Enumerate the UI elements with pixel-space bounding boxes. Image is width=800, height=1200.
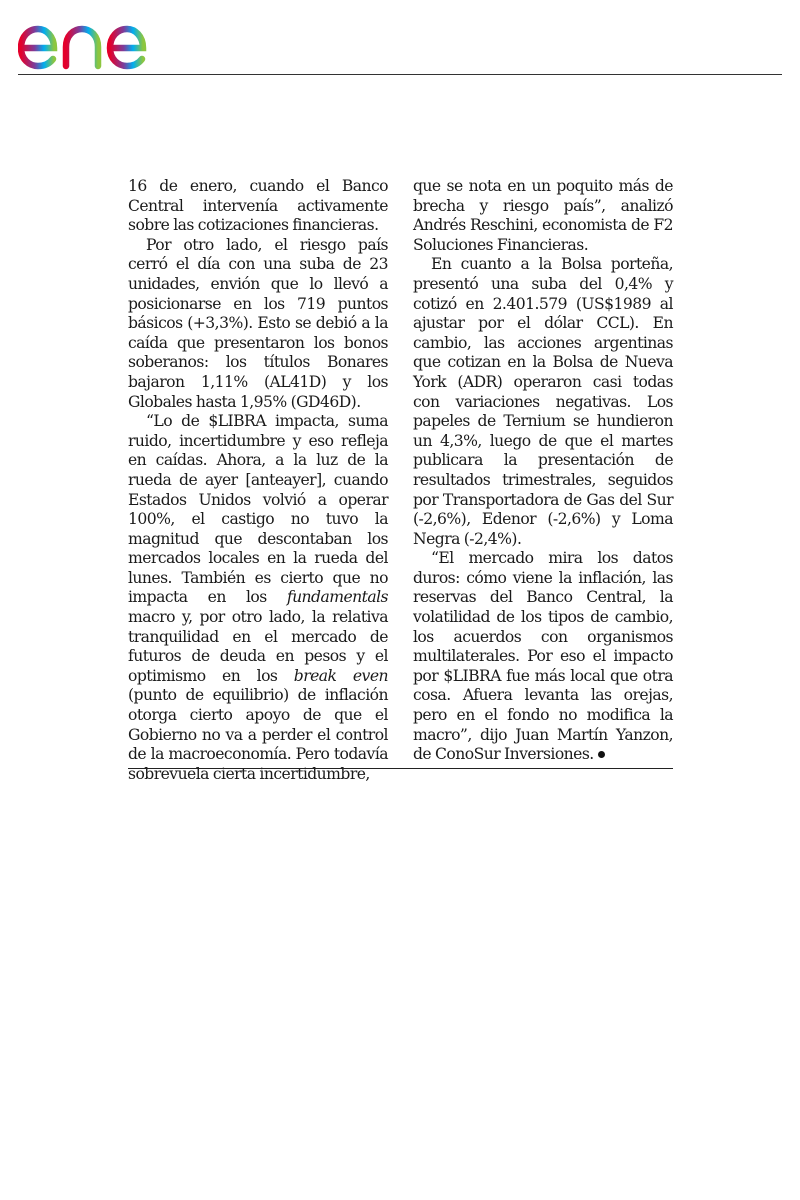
right-column (413, 177, 673, 784)
text-run: “El mercado mira los datos duros: cómo viene la inflación, las reservas del Banco Central, la volatilidad de los tipos de cambio, los acuerdos con organismos multilaterales. Por eso el impacto por $LIBRA fue más local que otra cosa. Afuera levanta las orejas, pero en el fondo no modifica la macro”, dijo Juan Martín Yanzon, de ConoSur Inversiones. (413, 549, 673, 764)
italic-term: fundamentals (286, 588, 388, 607)
header-divider (18, 74, 782, 75)
text-run: macro y, por otro lado, la relativa tranquilidad en el mercado de futuros de deuda en pesos y el optimismo en los (128, 608, 388, 685)
text-run: “Lo de $LIBRA impacta, suma ruido, incertidumbre y eso refleja en caídas. Ahora, a la luz de la rueda de ayer [anteayer], cuando Estados Unidos volvió a operar 100%, el castigo no tuvo la magnitud que descontaban los mercados locales en la rueda del lunes. También es cierto que no impacta en los (128, 412, 388, 607)
paragraph: que se nota en un poquito más de brecha y riesgo país”, analizó Andrés Reschini, economista de F2 Soluciones Financieras. (413, 177, 673, 254)
page-header (18, 8, 782, 75)
article-body (128, 177, 673, 784)
paragraph: 16 de enero, cuando el Banco Central intervenía activamente sobre las cotizaciones financieras. (128, 177, 388, 235)
left-column (128, 177, 388, 784)
end-mark-icon (598, 751, 605, 758)
paragraph (413, 549, 673, 765)
enel-logo (18, 10, 178, 72)
paragraph (128, 412, 388, 784)
article-bottom-divider (128, 768, 673, 769)
italic-term: break even (293, 666, 388, 685)
paragraph: En cuanto a la Bolsa porteña, presentó una suba del 0,4% y cotizó en 2.401.579 (US$1989 al ajustar por el dólar CCL). En cambio, las acciones argentinas que cotizan en la Bolsa de Nueva York (ADR) operaron casi todas con variaciones negativas. Los papeles de Ternium se hundieron un 4,3%, luego de que el martes publicara la presentación de resultados trimestrales, seguidos por Transportadora de Gas del Sur (-2,6%), Edenor (-2,6%) y Loma Negra (-2,4%). (413, 255, 673, 548)
text-run: (punto de equilibrio) de inflación otorga cierto apoyo de que el Gobierno no va a perder el control de la macroeconomía. Pero todavía sobrevuela cierta incertidumbre, (128, 686, 388, 783)
paragraph: Por otro lado, el riesgo país cerró el día con una suba de 23 unidades, envión que lo llevó a posicionarse en los 719 puntos básicos (+3,3%). Esto se debió a la caída que presentaron los bonos soberanos: los títulos Bonares bajaron 1,11% (AL41D) y los Globales hasta 1,95% (GD46D). (128, 235, 388, 411)
article-columns (128, 177, 673, 784)
